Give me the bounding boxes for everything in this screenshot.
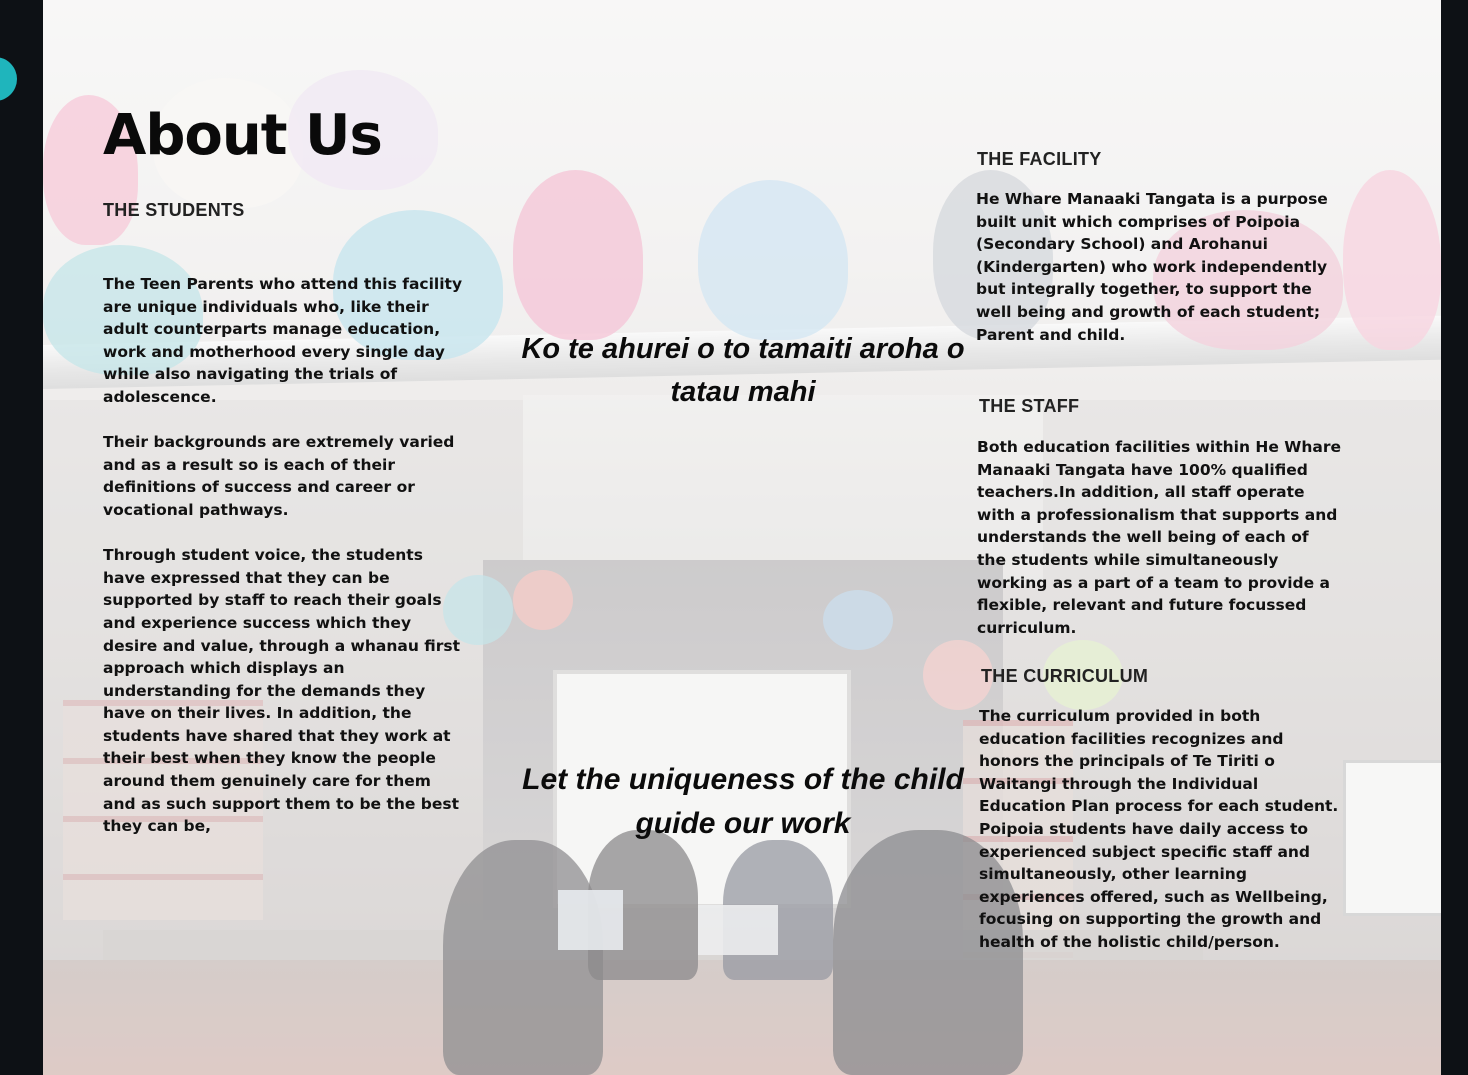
curriculum-section-title: THE CURRICULUM [981, 666, 1149, 686]
students-paragraph: Through student voice, the students have expressed that they can be supported by staff to reach their goals and experience success which they desire and value, through a whanau first approach which displays an understanding for the demands they have on their lives. In addition, the students have shared that they work at their best when they know the people around them genuinely care for them and as such support them to be the best they can be, [103, 546, 461, 836]
students-paragraph: Their backgrounds are extremely varied and as a result so is each of their definitions of success and career or vocational pathways. [103, 433, 455, 519]
students-section-body [103, 273, 463, 838]
page-title: About Us [103, 103, 382, 168]
students-section-title: THE STUDENTS [103, 200, 245, 220]
side-tab-dot[interactable] [0, 57, 17, 101]
staff-section-body: Both education facilities within He Whare Manaaki Tangata have 100% qualified teachers.In addition, all staff operate with a professionalism that supports and understands the well being of each of the students while simultaneously working as a part of a team to provide a flexible, relevant and future focussed curriculum. [977, 438, 1342, 637]
facility-section-body: He Whare Manaaki Tangata is a purpose built unit which comprises of Poipoia (Secondary School) and Arohanui (Kindergarten) who work independently but integrally together, to support the well being and growth of each student; Parent and child. [976, 190, 1328, 344]
maori-proverb-quote: Ko te ahurei o to tamaiti aroha o tatau mahi [521, 333, 965, 408]
about-us-page [43, 0, 1441, 1075]
uniqueness-quote: Let the uniqueness of the child guide our work [522, 763, 964, 840]
facility-section-title: THE FACILITY [977, 149, 1102, 169]
curriculum-section-body: The curriculum provided in both education facilities recognizes and honors the principals of Te Tiriti o Waitangi through the Individual Education Plan process for each student. Poipoia students have daily access to experienced subject specific staff and simultaneously, other learning experiences offered, such as Wellbeing, focusing on supporting the growth and health of the holistic child/person. [979, 707, 1339, 951]
staff-section-title: THE STAFF [979, 396, 1080, 416]
students-paragraph: The Teen Parents who attend this facility are unique individuals who, like their adult counterparts manage education, work and motherhood every single day while also navigating the trials of adolescence. [103, 275, 463, 406]
about-content [43, 0, 1441, 1075]
